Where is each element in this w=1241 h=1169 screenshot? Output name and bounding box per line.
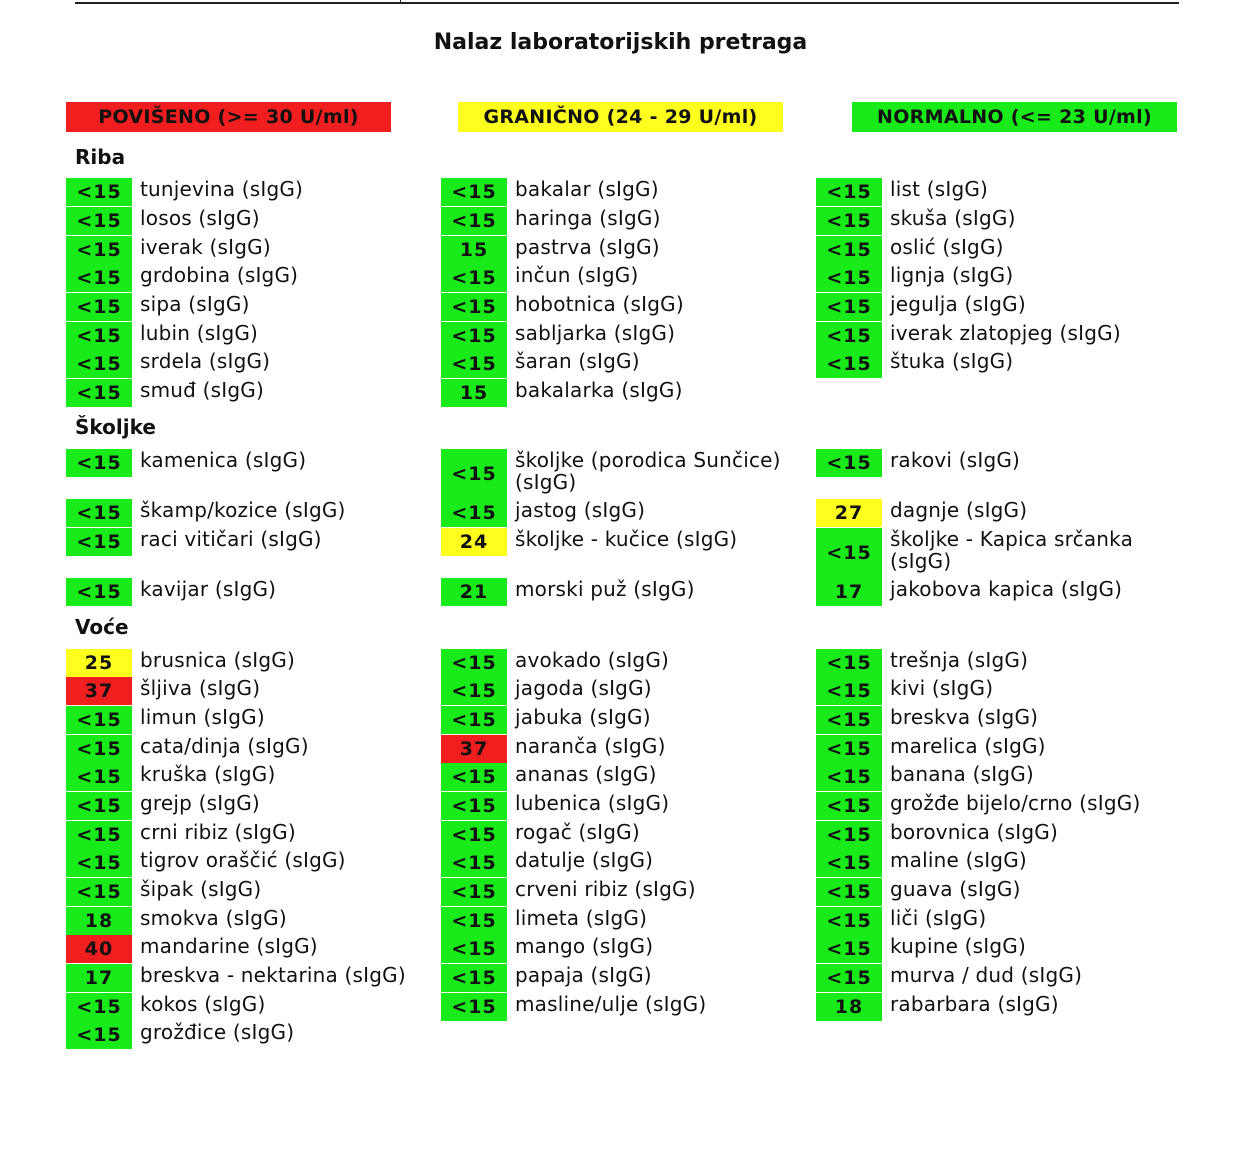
result-value-badge: <15 [816, 677, 882, 705]
result-value-badge: <15 [816, 763, 882, 791]
result-value-badge: <15 [66, 528, 132, 556]
result-value-badge: <15 [816, 293, 882, 321]
result-value-badge: <15 [441, 178, 507, 206]
result-value-badge: <15 [66, 1021, 132, 1049]
allergen-name: srdela (sIgG) [140, 349, 271, 373]
allergen-name: trešnja (sIgG) [890, 648, 1029, 672]
result-value-badge: <15 [66, 264, 132, 292]
allergen-name: kavijar (sIgG) [140, 577, 277, 601]
result-value-badge: <15 [441, 350, 507, 378]
result-value-badge: 15 [441, 379, 507, 407]
allergen-name: grožđice (sIgG) [140, 1020, 295, 1044]
result-value-badge: 40 [66, 935, 132, 963]
allergen-name: grdobina (sIgG) [140, 263, 299, 287]
allergen-name: avokado (sIgG) [515, 648, 670, 672]
allergen-name: naranča (sIgG) [515, 734, 666, 758]
top-frame-line [75, 0, 1179, 4]
allergen-name: jabuka (sIgG) [515, 705, 651, 729]
result-value-badge: <15 [441, 322, 507, 350]
allergen-name: sipa (sIgG) [140, 292, 250, 316]
allergen-name: jagoda (sIgG) [515, 676, 652, 700]
allergen-name: kivi (sIgG) [890, 676, 994, 700]
result-value-badge: <15 [816, 264, 882, 292]
allergen-name: liči (sIgG) [890, 906, 987, 930]
allergen-name: tunjevina (sIgG) [140, 177, 304, 201]
result-value-badge: <15 [816, 207, 882, 235]
allergen-name: rakovi (sIgG) [890, 448, 1021, 472]
allergen-name: banana (sIgG) [890, 762, 1034, 786]
result-value-badge: <15 [816, 849, 882, 877]
allergen-name: šaran (sIgG) [515, 349, 640, 373]
result-value-badge: <15 [66, 878, 132, 906]
legend-borderline: GRANIČNO (24 - 29 U/ml) [458, 102, 783, 132]
allergen-name: kamenica (sIgG) [140, 448, 307, 472]
allergen-name: limeta (sIgG) [515, 906, 648, 930]
allergen-name: maline (sIgG) [890, 848, 1027, 872]
allergen-name: marelica (sIgG) [890, 734, 1046, 758]
allergen-name: cata/dinja (sIgG) [140, 734, 309, 758]
allergen-name: losos (sIgG) [140, 206, 260, 230]
allergen-name: školjke - kučice (sIgG) [515, 527, 738, 551]
legend-normal: NORMALNO (<= 23 U/ml) [852, 102, 1177, 132]
allergen-name: crveni ribiz (sIgG) [515, 877, 696, 901]
section-title: Riba [75, 145, 126, 169]
report-title: Nalaz laboratorijskih pretraga [433, 30, 808, 55]
result-value-badge: <15 [816, 528, 882, 578]
result-value-badge: <15 [441, 677, 507, 705]
result-value-badge: <15 [816, 236, 882, 264]
allergen-name: šipak (sIgG) [140, 877, 262, 901]
result-value-badge: 18 [66, 907, 132, 935]
result-value-badge: <15 [66, 735, 132, 763]
allergen-name: hobotnica (sIgG) [515, 292, 684, 316]
allergen-name: kruška (sIgG) [140, 762, 276, 786]
allergen-name: sabljarka (sIgG) [515, 321, 676, 345]
allergen-name: lubenica (sIgG) [515, 791, 670, 815]
allergen-name: šljiva (sIgG) [140, 676, 261, 700]
allergen-name: iverak (sIgG) [140, 235, 271, 259]
result-value-badge: <15 [66, 849, 132, 877]
allergen-name: smokva (sIgG) [140, 906, 287, 930]
result-value-badge: <15 [441, 499, 507, 527]
allergen-name: morski puž (sIgG) [515, 577, 695, 601]
allergen-name: tigrov oraščić (sIgG) [140, 848, 346, 872]
allergen-name: haringa (sIgG) [515, 206, 661, 230]
allergen-name: list (sIgG) [890, 177, 989, 201]
result-value-badge: <15 [441, 964, 507, 992]
result-value-badge: <15 [66, 449, 132, 477]
result-value-badge: <15 [66, 293, 132, 321]
result-value-badge: 37 [66, 677, 132, 705]
allergen-name: kokos (sIgG) [140, 992, 266, 1016]
allergen-name: rogač (sIgG) [515, 820, 640, 844]
allergen-name: papaja (sIgG) [515, 963, 652, 987]
allergen-name: smuđ (sIgG) [140, 378, 264, 402]
allergen-name: grejp (sIgG) [140, 791, 260, 815]
allergen-name: datulje (sIgG) [515, 848, 654, 872]
result-value-badge: <15 [816, 735, 882, 763]
result-value-badge: 25 [66, 649, 132, 677]
allergen-name: rabarbara (sIgG) [890, 992, 1059, 1016]
allergen-name: murva / dud (sIgG) [890, 963, 1083, 987]
result-value-badge: <15 [816, 907, 882, 935]
result-value-badge: <15 [816, 935, 882, 963]
allergen-name: jakobova kapica (sIgG) [890, 577, 1123, 601]
allergen-name: pastrva (sIgG) [515, 235, 660, 259]
result-value-badge: <15 [66, 322, 132, 350]
result-value-badge: <15 [441, 792, 507, 820]
result-value-badge: 27 [816, 499, 882, 527]
allergen-name: breskva (sIgG) [890, 705, 1039, 729]
result-value-badge: <15 [441, 207, 507, 235]
result-value-badge: <15 [816, 964, 882, 992]
result-value-badge: <15 [441, 449, 507, 499]
allergen-name: inčun (sIgG) [515, 263, 639, 287]
result-value-badge: <15 [441, 878, 507, 906]
result-value-badge: <15 [66, 706, 132, 734]
allergen-name: raci vitičari (sIgG) [140, 527, 322, 551]
section-title: Školjke [75, 415, 156, 439]
result-value-badge: <15 [441, 993, 507, 1021]
allergen-name: grožđe bijelo/crno (sIgG) [890, 791, 1141, 815]
allergen-name: škamp/kozice (sIgG) [140, 498, 346, 522]
allergen-name: oslić (sIgG) [890, 235, 1004, 259]
result-value-badge: <15 [441, 264, 507, 292]
result-value-badge: 15 [441, 236, 507, 264]
result-value-badge: 18 [816, 993, 882, 1021]
result-value-badge: <15 [66, 993, 132, 1021]
allergen-name: dagnje (sIgG) [890, 498, 1028, 522]
allergen-name: skuša (sIgG) [890, 206, 1016, 230]
allergen-name: bakalarka (sIgG) [515, 378, 683, 402]
result-value-badge: <15 [66, 207, 132, 235]
result-value-badge: <15 [66, 821, 132, 849]
allergen-name: mango (sIgG) [515, 934, 654, 958]
allergen-name: školjke - Kapica srčanka (sIgG) [890, 527, 1134, 573]
result-value-badge: <15 [66, 763, 132, 791]
result-value-badge: <15 [816, 821, 882, 849]
result-value-badge: <15 [816, 350, 882, 378]
allergen-name: borovnica (sIgG) [890, 820, 1058, 844]
allergen-name: brusnica (sIgG) [140, 648, 295, 672]
result-value-badge: 37 [441, 735, 507, 763]
allergen-name: lignja (sIgG) [890, 263, 1014, 287]
result-value-badge: <15 [816, 792, 882, 820]
allergen-name: iverak zlatopjeg (sIgG) [890, 321, 1121, 345]
result-value-badge: <15 [66, 578, 132, 606]
result-value-badge: <15 [66, 178, 132, 206]
allergen-name: crni ribiz (sIgG) [140, 820, 296, 844]
result-value-badge: 17 [66, 964, 132, 992]
section-title: Voće [75, 615, 129, 639]
result-value-badge: <15 [816, 322, 882, 350]
allergen-name: lubin (sIgG) [140, 321, 259, 345]
result-value-badge: <15 [441, 706, 507, 734]
allergen-name: bakalar (sIgG) [515, 177, 659, 201]
legend-high: POVIŠENO (>= 30 U/ml) [66, 102, 391, 132]
result-value-badge: <15 [441, 935, 507, 963]
allergen-name: jastog (sIgG) [515, 498, 646, 522]
result-value-badge: <15 [66, 236, 132, 264]
allergen-name: masline/ulje (sIgG) [515, 992, 707, 1016]
result-value-badge: <15 [441, 649, 507, 677]
allergen-name: guava (sIgG) [890, 877, 1021, 901]
allergen-name: limun (sIgG) [140, 705, 265, 729]
result-value-badge: <15 [66, 792, 132, 820]
result-value-badge: <15 [441, 293, 507, 321]
result-value-badge: <15 [816, 878, 882, 906]
allergen-name: kupine (sIgG) [890, 934, 1026, 958]
result-value-badge: 24 [441, 528, 507, 556]
result-value-badge: 17 [816, 578, 882, 606]
allergen-name: ananas (sIgG) [515, 762, 657, 786]
result-value-badge: <15 [816, 706, 882, 734]
allergen-name: štuka (sIgG) [890, 349, 1014, 373]
result-value-badge: <15 [816, 649, 882, 677]
result-value-badge: 21 [441, 578, 507, 606]
result-value-badge: <15 [66, 379, 132, 407]
top-frame-divider [400, 0, 401, 4]
allergen-name: breskva - nektarina (sIgG) [140, 963, 406, 987]
result-value-badge: <15 [66, 499, 132, 527]
allergen-name: mandarine (sIgG) [140, 934, 318, 958]
allergen-name: školjke (porodica Sunčice) (sIgG) [515, 448, 781, 494]
result-value-badge: <15 [816, 178, 882, 206]
result-value-badge: <15 [816, 449, 882, 477]
result-value-badge: <15 [441, 907, 507, 935]
result-value-badge: <15 [441, 821, 507, 849]
result-value-badge: <15 [441, 849, 507, 877]
allergen-name: jegulja (sIgG) [890, 292, 1026, 316]
result-value-badge: <15 [441, 763, 507, 791]
result-value-badge: <15 [66, 350, 132, 378]
